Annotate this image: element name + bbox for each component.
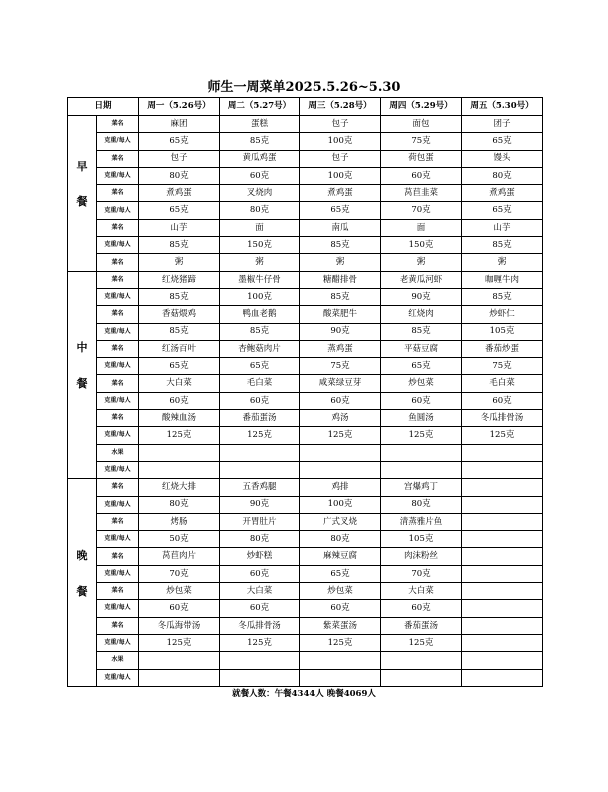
menu-cell: 125克 [462,427,543,444]
menu-cell: 60克 [381,600,462,617]
menu-cell: 煮鸡蛋 [300,185,381,202]
menu-cell: 80克 [300,531,381,548]
menu-cell [300,444,381,461]
menu-cell: 80克 [220,202,300,219]
menu-cell: 60克 [300,600,381,617]
dish-row [68,116,543,133]
row-label: 克重/每人 [97,202,139,219]
row-label: 克重/每人 [97,600,139,617]
menu-cell: 65克 [139,202,220,219]
row-label: 克重/每人 [97,133,139,150]
fruit-row [68,444,543,461]
menu-cell: 150克 [220,237,300,254]
row-label: 菜名 [97,254,139,271]
menu-cell [462,513,543,530]
menu-cell: 85克 [300,237,381,254]
diner-count: 就餐人数：午餐4344人 晚餐4069人 [232,689,376,699]
menu-cell [462,669,543,686]
day-header-thu: 周四（5.29号） [381,98,462,116]
menu-cell: 70克 [139,565,220,582]
dish-row [68,340,543,357]
dish-row [68,306,543,323]
menu-cell: 蒸鸡蛋 [300,340,381,357]
menu-cell: 炒包菜 [139,583,220,600]
menu-cell: 85克 [139,323,220,340]
menu-cell [220,669,300,686]
menu-cell: 85克 [139,237,220,254]
menu-cell [300,461,381,478]
day-header-wed: 周三（5.28号） [300,98,381,116]
menu-cell: 125克 [300,427,381,444]
row-label: 克重/每人 [97,565,139,582]
row-label: 水果 [97,652,139,669]
menu-cell [462,652,543,669]
menu-cell: 粥 [139,254,220,271]
menu-cell [462,617,543,634]
menu-cell: 100克 [220,288,300,305]
dish-row [68,150,543,167]
menu-cell [462,496,543,513]
portion-row [68,237,543,254]
menu-cell: 番茄蛋汤 [381,617,462,634]
lunch-meal-char: 中 [76,341,88,355]
dish-row [68,479,543,496]
menu-cell: 鱼圆汤 [381,410,462,427]
menu-cell: 冬瓜排骨汤 [462,410,543,427]
menu-cell: 面包 [381,116,462,133]
menu-cell: 烤肠 [139,513,220,530]
menu-cell [381,461,462,478]
row-label: 克重/每人 [97,461,139,478]
portion-row [68,133,543,150]
menu-cell [139,461,220,478]
menu-cell: 125克 [381,427,462,444]
dish-row [68,219,543,236]
menu-cell: 60克 [381,392,462,409]
menu-cell: 85克 [220,323,300,340]
menu-cell: 山芋 [139,219,220,236]
menu-cell: 香菇煨鸡 [139,306,220,323]
row-label: 菜名 [97,410,139,427]
lunch-meal-label [68,271,97,479]
menu-cell: 125克 [381,634,462,651]
menu-cell [381,669,462,686]
row-label: 菜名 [97,513,139,530]
menu-cell: 炒虾仁 [462,306,543,323]
row-label: 菜名 [97,185,139,202]
portion-row [68,531,543,548]
menu-cell: 黄瓜鸡蛋 [220,150,300,167]
fruit-row [68,652,543,669]
menu-cell: 咖喱牛肉 [462,271,543,288]
row-label: 菜名 [97,150,139,167]
menu-cell [462,634,543,651]
row-label: 克重/每人 [97,427,139,444]
menu-cell: 馒头 [462,150,543,167]
menu-cell [462,461,543,478]
weekly-menu-table [67,97,543,687]
portion-row [68,600,543,617]
menu-cell: 125克 [139,427,220,444]
menu-cell: 包子 [300,150,381,167]
menu-cell: 酸菜肥牛 [300,306,381,323]
menu-cell: 85克 [381,323,462,340]
menu-cell: 肉沫粉丝 [381,548,462,565]
menu-cell: 100克 [300,496,381,513]
row-label: 克重/每人 [97,237,139,254]
menu-cell: 酸辣血汤 [139,410,220,427]
menu-cell [300,669,381,686]
day-header-tue: 周二（5.27号） [220,98,300,116]
menu-cell: 85克 [462,288,543,305]
menu-cell: 粥 [381,254,462,271]
portion-row [68,565,543,582]
row-label: 菜名 [97,271,139,288]
row-label: 克重/每人 [97,323,139,340]
dinner-meal-label [68,479,97,687]
menu-cell: 面 [220,219,300,236]
row-label: 菜名 [97,116,139,133]
portion-row [68,634,543,651]
menu-cell: 60克 [462,392,543,409]
menu-cell: 包子 [300,116,381,133]
menu-cell: 75克 [462,358,543,375]
menu-cell: 90克 [381,288,462,305]
menu-cell [139,444,220,461]
menu-cell: 番茄蛋汤 [220,410,300,427]
menu-cell: 70克 [381,202,462,219]
day-header-mon: 周一（5.26号） [139,98,220,116]
menu-cell: 125克 [220,634,300,651]
menu-cell: 大白菜 [220,583,300,600]
menu-cell: 80克 [220,531,300,548]
portion-row [68,461,543,478]
menu-cell: 粥 [462,254,543,271]
menu-cell: 80克 [139,167,220,184]
row-label: 克重/每人 [97,392,139,409]
menu-cell [462,548,543,565]
row-label: 克重/每人 [97,167,139,184]
menu-cell: 大白菜 [139,375,220,392]
menu-cell: 蛋糕 [220,116,300,133]
menu-cell [462,444,543,461]
menu-cell: 鸡排 [300,479,381,496]
menu-cell: 老黄瓜河虾 [381,271,462,288]
breakfast-meal-char: 餐 [76,195,88,209]
menu-cell: 莴苣韭菜 [381,185,462,202]
dinner-meal-char: 晚 [76,548,88,562]
menu-cell: 冬瓜排骨汤 [220,617,300,634]
menu-cell [381,444,462,461]
menu-cell: 65克 [220,358,300,375]
row-label: 菜名 [97,219,139,236]
dish-row [68,617,543,634]
breakfast-meal-label [68,116,97,272]
menu-cell: 105克 [462,323,543,340]
menu-cell: 100克 [300,133,381,150]
menu-cell: 杏鲍菇肉片 [220,340,300,357]
menu-cell: 毛白菜 [462,375,543,392]
menu-cell: 150克 [381,237,462,254]
menu-cell: 红烧大排 [139,479,220,496]
dish-row [68,583,543,600]
menu-cell: 90克 [220,496,300,513]
menu-cell: 60克 [300,392,381,409]
menu-cell [462,600,543,617]
dish-row [68,375,543,392]
menu-cell: 紫菜蛋汤 [300,617,381,634]
menu-cell: 125克 [220,427,300,444]
menu-cell [462,583,543,600]
dish-row [68,271,543,288]
menu-cell: 80克 [462,167,543,184]
menu-cell: 炒包菜 [300,583,381,600]
portion-row [68,358,543,375]
menu-cell: 85克 [300,288,381,305]
menu-cell: 煮鸡蛋 [139,185,220,202]
row-label: 菜名 [97,617,139,634]
date-header: 日期 [68,98,139,116]
menu-cell: 红汤百叶 [139,340,220,357]
dish-row [68,513,543,530]
menu-cell [381,652,462,669]
menu-cell: 65克 [300,202,381,219]
menu-cell: 65克 [139,358,220,375]
menu-cell: 鸭血老鹅 [220,306,300,323]
portion-row [68,427,543,444]
breakfast-meal-char: 早 [76,159,88,173]
menu-cell: 75克 [300,358,381,375]
dinner-meal-char: 餐 [76,584,88,598]
menu-cell: 宫爆鸡丁 [381,479,462,496]
menu-cell [220,652,300,669]
menu-cell: 叉烧肉 [220,185,300,202]
menu-cell: 五香鸡腿 [220,479,300,496]
menu-cell: 75克 [381,133,462,150]
menu-cell: 糖醋排骨 [300,271,381,288]
menu-cell: 80克 [139,496,220,513]
menu-cell: 60克 [220,392,300,409]
header-row [68,98,543,116]
menu-cell [220,444,300,461]
day-header-fri: 周五（5.30号） [462,98,543,116]
menu-cell: 南瓜 [300,219,381,236]
row-label: 菜名 [97,479,139,496]
menu-cell: 60克 [139,600,220,617]
menu-cell: 鸡汤 [300,410,381,427]
menu-cell: 炒包菜 [381,375,462,392]
menu-cell: 墨椒牛仔骨 [220,271,300,288]
dish-row [68,548,543,565]
row-label: 克重/每人 [97,358,139,375]
portion-row [68,669,543,686]
menu-cell: 65克 [462,202,543,219]
menu-title: 师生一周菜单2025.5.26~5.30 [207,80,401,95]
menu-cell: 开胃肚片 [220,513,300,530]
row-label: 水果 [97,444,139,461]
portion-row [68,392,543,409]
menu-cell [139,669,220,686]
row-label: 菜名 [97,340,139,357]
menu-cell: 粥 [300,254,381,271]
menu-cell: 咸菜绿豆芽 [300,375,381,392]
menu-cell: 平菇豆腐 [381,340,462,357]
menu-cell: 60克 [139,392,220,409]
menu-cell: 100克 [300,167,381,184]
menu-cell: 60克 [220,167,300,184]
menu-cell: 广式叉烧 [300,513,381,530]
menu-cell: 莴苣肉片 [139,548,220,565]
menu-cell: 50克 [139,531,220,548]
menu-cell: 麻团 [139,116,220,133]
menu-cell: 85克 [462,237,543,254]
menu-cell: 红烧猪蹄 [139,271,220,288]
row-label: 克重/每人 [97,531,139,548]
menu-cell: 90克 [300,323,381,340]
menu-cell [300,652,381,669]
row-label: 菜名 [97,583,139,600]
dish-row [68,185,543,202]
row-label: 克重/每人 [97,496,139,513]
row-label: 菜名 [97,548,139,565]
menu-cell: 番茄炒蛋 [462,340,543,357]
menu-cell [462,565,543,582]
menu-cell: 煮鸡蛋 [462,185,543,202]
portion-row [68,496,543,513]
menu-cell: 粥 [220,254,300,271]
menu-cell: 70克 [381,565,462,582]
row-label: 克重/每人 [97,288,139,305]
menu-cell: 红烧肉 [381,306,462,323]
row-label: 菜名 [97,375,139,392]
row-label: 克重/每人 [97,634,139,651]
menu-cell: 大白菜 [381,583,462,600]
menu-cell: 80克 [381,496,462,513]
menu-cell: 60克 [220,600,300,617]
dish-row [68,254,543,271]
menu-cell: 冬瓜海带汤 [139,617,220,634]
menu-cell: 60克 [220,565,300,582]
menu-cell: 125克 [139,634,220,651]
row-label: 菜名 [97,306,139,323]
menu-cell: 团子 [462,116,543,133]
menu-cell: 毛白菜 [220,375,300,392]
menu-cell: 麻辣豆腐 [300,548,381,565]
portion-row [68,167,543,184]
menu-cell: 125克 [300,634,381,651]
dish-row [68,410,543,427]
menu-cell: 炒虾糕 [220,548,300,565]
menu-cell: 65克 [139,133,220,150]
portion-row [68,288,543,305]
menu-cell [462,479,543,496]
menu-cell: 85克 [220,133,300,150]
menu-cell: 65克 [300,565,381,582]
menu-cell: 清蒸雅片鱼 [381,513,462,530]
row-label: 克重/每人 [97,669,139,686]
menu-cell: 85克 [139,288,220,305]
menu-cell: 65克 [462,133,543,150]
menu-cell: 60克 [381,167,462,184]
menu-cell: 山芋 [462,219,543,236]
portion-row [68,202,543,219]
menu-cell: 面 [381,219,462,236]
menu-cell [220,461,300,478]
menu-cell [139,652,220,669]
menu-cell: 105克 [381,531,462,548]
menu-cell: 包子 [139,150,220,167]
menu-cell: 荷包蛋 [381,150,462,167]
portion-row [68,323,543,340]
menu-cell: 65克 [381,358,462,375]
menu-cell [462,531,543,548]
lunch-meal-char: 餐 [76,376,88,390]
